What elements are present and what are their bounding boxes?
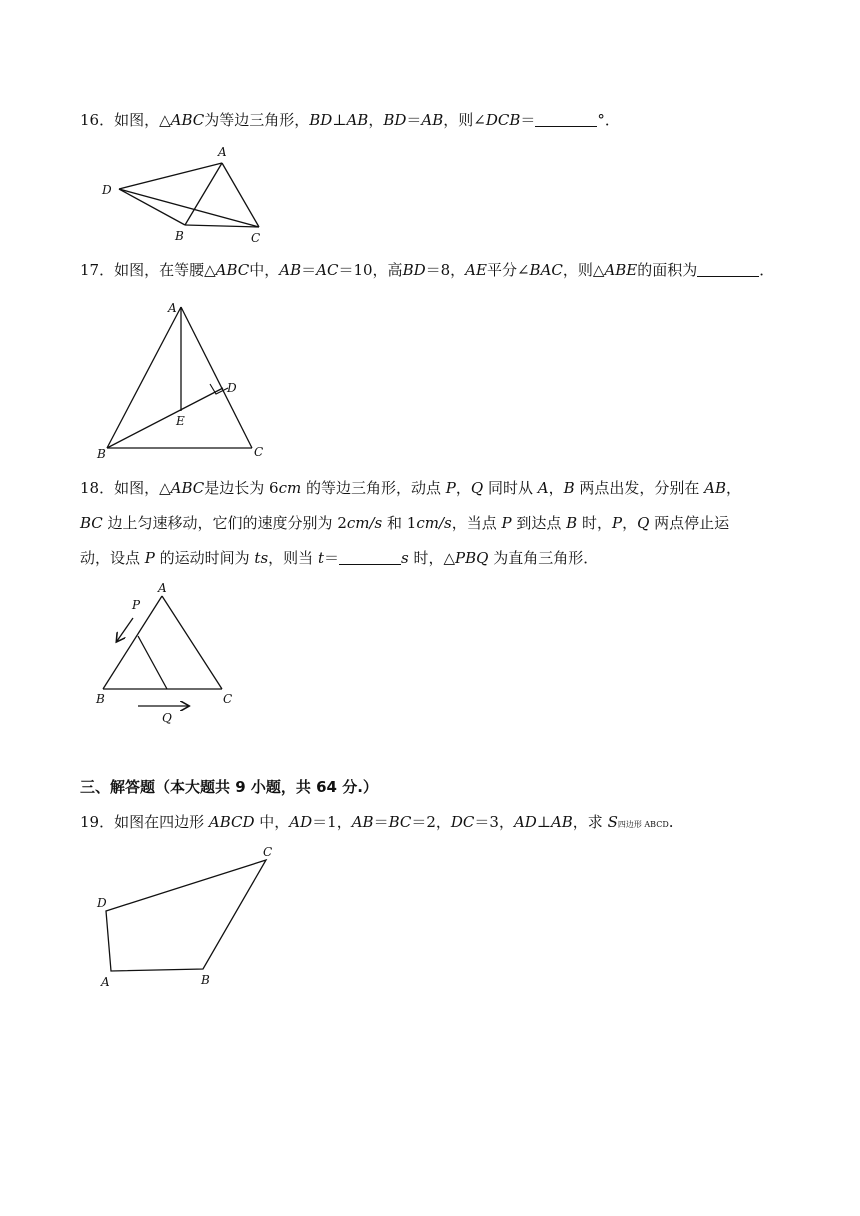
fig18-label-Q: Q xyxy=(162,711,172,725)
fig18-label-B: B xyxy=(96,692,105,706)
figure-19 xyxy=(106,860,266,971)
question-18-line-2: BC 边上匀速移动，它们的速度分别为 2cm/s 和 1cm/s，当点 P 到达点 B 时，P，Q 两点停止运 xyxy=(80,514,730,532)
fig17-label-A: A xyxy=(168,301,177,315)
question-18-line-3: 动，设点 P 的运动时间为 ts，则当 t＝ s 时，△PBQ 为直角三角形． xyxy=(80,549,599,567)
fig19-label-C: C xyxy=(263,845,273,859)
fig17-label-D: D xyxy=(227,381,237,395)
section-heading: 三、解答题（本大题共 9 小题，共 64 分.） xyxy=(80,778,378,796)
question-19-text: 19．如图在四边形 ABCD 中，AD＝1，AB＝BC＝2，DC＝3，AD⊥AB，求 S四边形 ABCD. xyxy=(80,813,674,831)
fig16-label-D: D xyxy=(102,183,112,197)
fig16-label-A: A xyxy=(218,145,227,159)
fig18-label-C: C xyxy=(223,692,233,706)
figure-18 xyxy=(103,596,222,706)
fig19-label-D: D xyxy=(97,896,107,910)
question-17-text: 17．如图，在等腰△ABC中，AB＝AC＝10，高BD＝8，AE平分∠BAC，则△ABE的面积为 ． xyxy=(80,261,775,279)
question-16-text: 16．如图，△ABC为等边三角形，BD⊥AB，BD＝AB，则∠DCB＝ °． xyxy=(80,111,620,129)
fig17-label-C: C xyxy=(254,445,264,459)
fig17-label-E: E xyxy=(176,414,185,428)
fig18-label-P: P xyxy=(132,598,141,612)
figure-16 xyxy=(119,163,259,227)
question-18-line-1: 18．如图，△ABC是边长为 6cm 的等边三角形，动点 P，Q 同时从 A，B 两点出发，分别在 AB， xyxy=(80,479,742,497)
fig17-label-B: B xyxy=(97,447,106,461)
fig19-label-B: B xyxy=(201,973,210,987)
fig19-label-A: A xyxy=(101,975,110,989)
fig16-label-C: C xyxy=(251,231,261,245)
fig18-label-A: A xyxy=(158,581,167,595)
fig16-label-B: B xyxy=(175,229,184,243)
